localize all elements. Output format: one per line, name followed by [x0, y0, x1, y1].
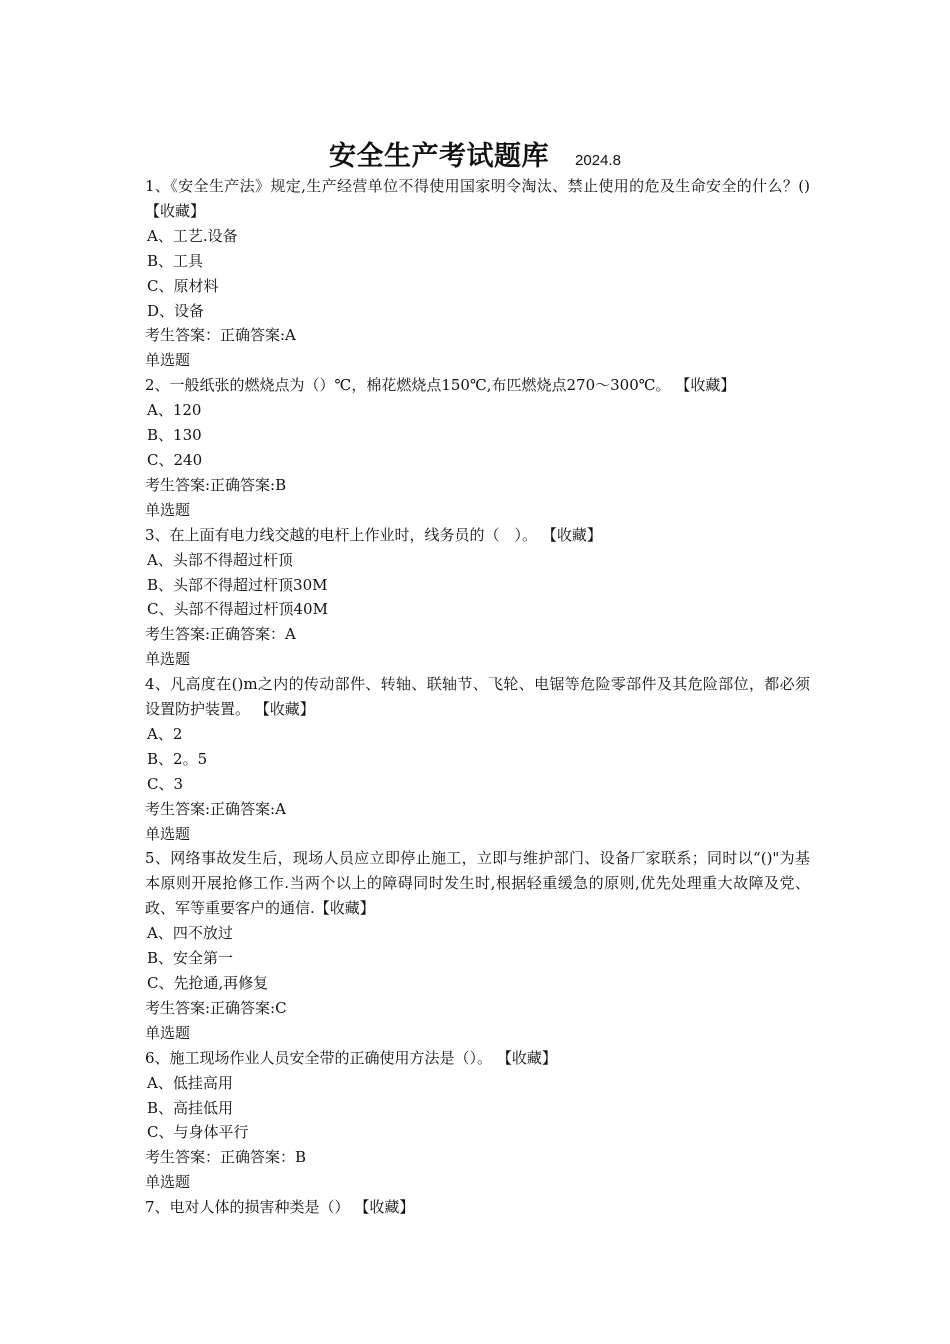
- question-text: [145, 1195, 810, 1220]
- question-type: 单选题: [145, 1023, 191, 1042]
- question-text: [145, 373, 810, 398]
- question-block: [145, 373, 810, 522]
- question-text: [145, 174, 810, 224]
- question-text: [145, 846, 810, 921]
- question-block: [145, 1046, 810, 1195]
- question-block: [145, 523, 810, 672]
- question-text: [145, 1046, 810, 1071]
- answer-option: A、头部不得超过杆顶: [147, 550, 293, 569]
- question-text: [145, 523, 810, 548]
- correct-answer: 考生答案:正确答案：A: [145, 625, 296, 644]
- question-block: [145, 672, 810, 846]
- answer-option: C、原材料: [147, 276, 219, 295]
- question-type: 单选题: [145, 824, 191, 843]
- question-stem: 6、施工现场作业人员安全带的正确使用方法是（）。: [145, 1048, 497, 1067]
- answer-option: A、低挂高用: [147, 1073, 233, 1092]
- favorite-link[interactable]: 【收藏】: [145, 201, 206, 220]
- answer-option: C、头部不得超过杆顶40M: [147, 600, 328, 619]
- document-date: 2024.8: [575, 152, 621, 169]
- question-stem: 1、《安全生产法》规定,生产经营单位不得使用国家明令淘汰、禁止使用的危及生命安全的什么？(): [145, 177, 810, 195]
- question-stem: 3、在上面有电力线交越的电杆上作业时，线务员的（ ）。: [145, 525, 542, 544]
- answer-option: A、工艺.设备: [147, 226, 238, 245]
- answer-option: C、先抢通,再修复: [147, 974, 269, 992]
- answer-option: D、设备: [147, 301, 205, 320]
- answer-option: B、高挂低用: [147, 1098, 234, 1117]
- question-type: 单选题: [145, 650, 191, 669]
- answer-option: B、头部不得超过杆顶30M: [147, 575, 328, 594]
- question-stem: 5、网络事故发生后，现场人员应立即停止施工，立即与维护部门、设备厂家联系；同时以“()"为基本原则开展抢修工作.当两个以上的障碍同时发生时,根据轻重缓急的原则,优先处理重大故障及党、政、军等重要客户的通信.: [145, 849, 810, 918]
- answer-option: B、工具: [147, 251, 204, 270]
- question-stem: 7、电对人体的损害种类是（）: [145, 1198, 355, 1217]
- correct-answer: 考生答案:正确答案:C: [145, 998, 287, 1017]
- question-type: 单选题: [145, 500, 191, 519]
- question-text: [145, 672, 810, 722]
- answer-option: A、四不放过: [147, 924, 233, 943]
- correct-answer: 考生答案：正确答案:A: [145, 326, 296, 345]
- question-type: 单选题: [145, 1173, 191, 1192]
- answer-option: A、120: [147, 401, 202, 420]
- title-row: [0, 134, 950, 173]
- question-block: [145, 174, 810, 373]
- favorite-link[interactable]: 【收藏】: [675, 376, 736, 395]
- answer-option: C、240: [147, 450, 203, 469]
- question-stem: 4、凡高度在()m之内的传动部件、转轴、联轴节、飞轮、电锯等危险零部件及其危险部位，都必须设置防护装置。: [145, 675, 810, 719]
- question-list: [145, 174, 810, 1220]
- answer-option: B、130: [147, 426, 202, 445]
- favorite-link[interactable]: 【收藏】: [541, 525, 602, 544]
- question-block: [145, 1195, 810, 1220]
- answer-option: B、2。5: [147, 749, 208, 768]
- correct-answer: 考生答案：正确答案：B: [145, 1148, 307, 1167]
- document-title: 安全生产考试题库: [329, 141, 550, 172]
- question-type: 单选题: [145, 351, 191, 370]
- answer-option: C、3: [147, 774, 184, 793]
- favorite-link[interactable]: 【收藏】: [314, 899, 375, 918]
- correct-answer: 考生答案:正确答案:B: [145, 475, 287, 494]
- question-block: [145, 846, 810, 1045]
- answer-option: A、2: [147, 724, 183, 743]
- correct-answer: 考生答案:正确答案:A: [145, 799, 286, 818]
- favorite-link[interactable]: 【收藏】: [354, 1198, 415, 1217]
- question-stem: 2、一般纸张的燃烧点为（）℃，棉花燃烧点150℃,布匹燃烧点270～300℃。: [145, 376, 676, 395]
- favorite-link[interactable]: 【收藏】: [496, 1048, 557, 1067]
- answer-option: B、安全第一: [147, 949, 234, 968]
- answer-option: C、与身体平行: [147, 1123, 249, 1142]
- favorite-link[interactable]: 【收藏】: [254, 700, 315, 719]
